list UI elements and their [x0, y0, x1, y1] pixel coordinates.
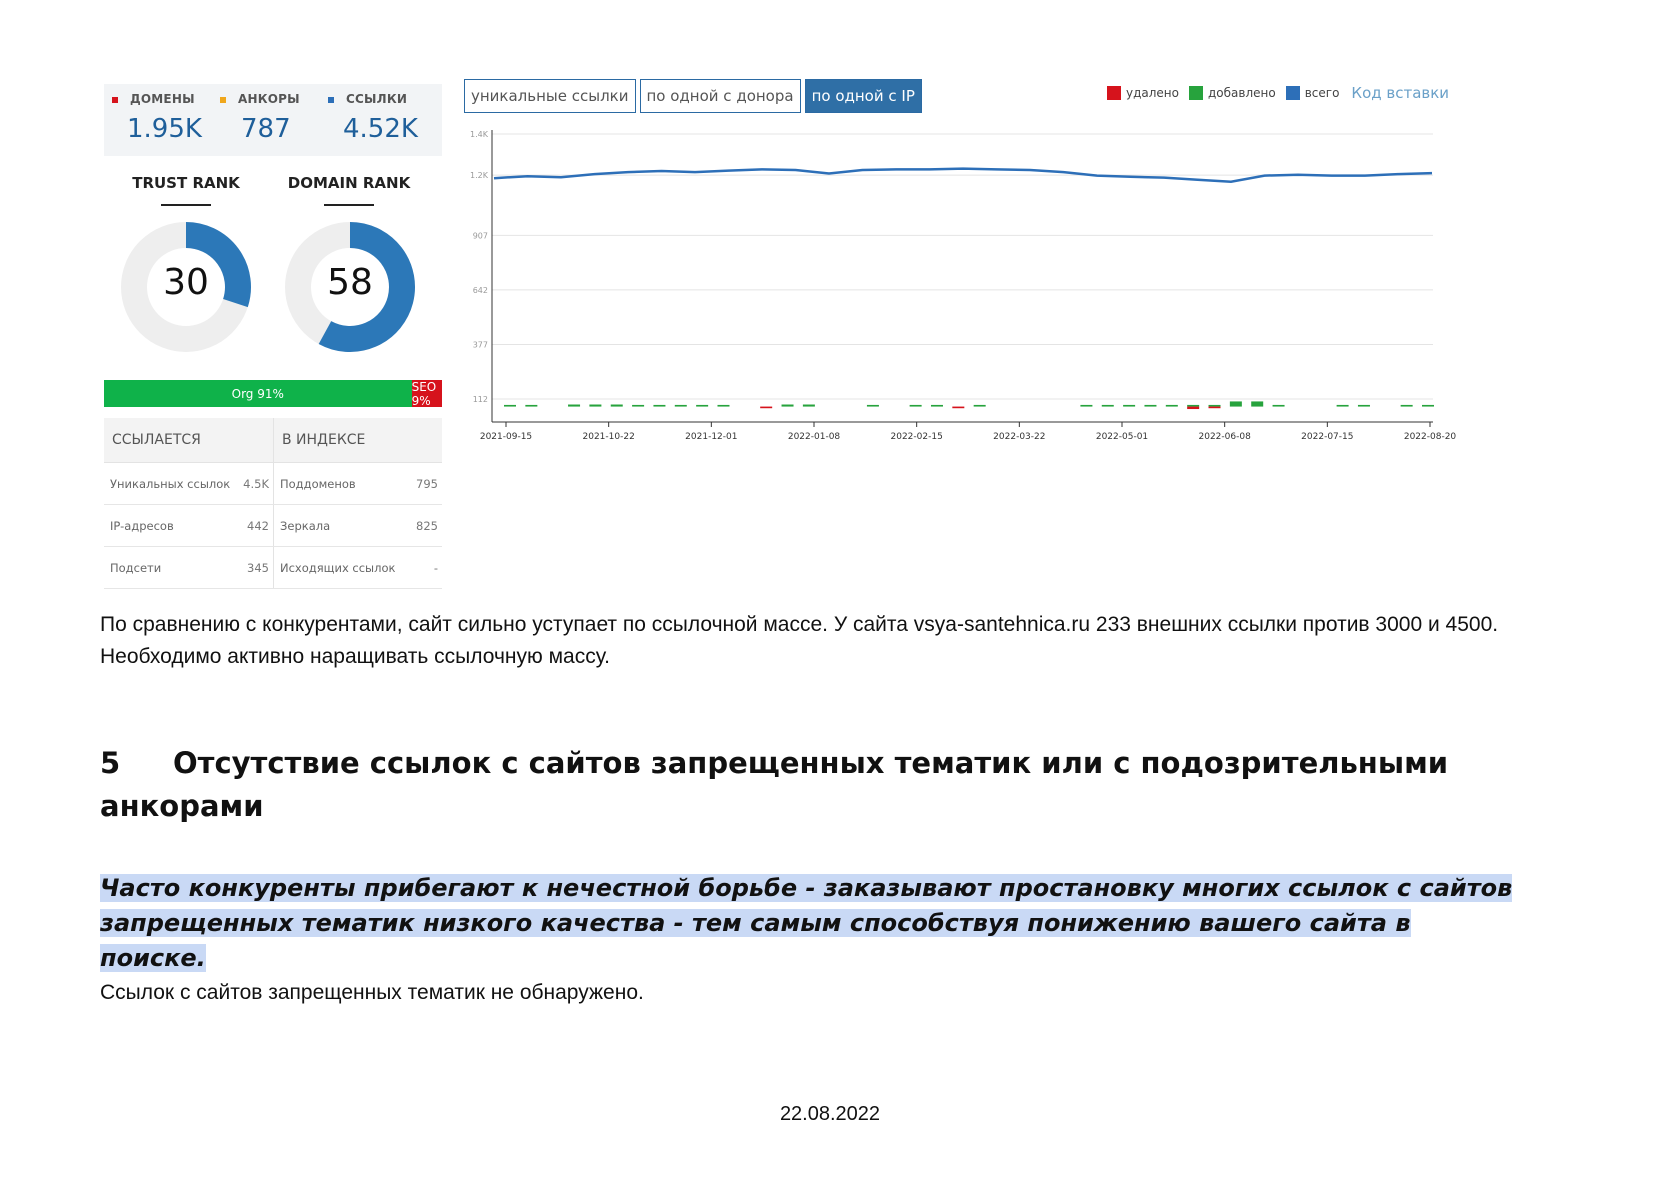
added-bar: [568, 405, 580, 407]
added-bar: [611, 405, 623, 407]
tab-one-per-ip[interactable]: по одной с IP: [805, 79, 922, 113]
added-bar: [974, 405, 986, 407]
domain-rank-rule: [324, 204, 374, 206]
stat-anchors-value: 787: [241, 114, 291, 144]
domains-dot-icon: [112, 97, 118, 103]
added-bar: [1102, 405, 1114, 407]
cell-label: Подсети: [110, 560, 162, 575]
added-bar: [931, 405, 943, 407]
added-bar: [589, 405, 601, 407]
table-row: [104, 463, 442, 505]
stat-links: [328, 92, 418, 144]
paragraph-comparison: По сравнению с конкурентами, сайт сильно уступает по ссылочной массе. У сайта vsya-santehnica.ru 233 внешних ссылки против 3000 и 4500. Необходимо активно наращивать ссылочную массу.: [100, 613, 1499, 668]
added-bar: [1187, 405, 1199, 407]
added-bar: [803, 405, 815, 407]
deleted-bar: [952, 407, 964, 409]
deleted-bar: [760, 407, 772, 409]
added-bar: [782, 405, 794, 407]
x-tick-label: 2022-05-01: [1095, 432, 1149, 442]
trust-rank-value: 30: [163, 262, 209, 303]
y-tick-label: 642: [472, 285, 488, 295]
legend-deleted[interactable]: [1107, 86, 1179, 100]
added-bar: [867, 405, 879, 407]
added-bar: [910, 405, 922, 407]
org-seo-ratio-bar: [104, 380, 442, 407]
trust-rank-gauge: [119, 220, 253, 354]
index-table-header: [104, 418, 442, 463]
stat-anchors-label: АНКОРЫ: [238, 92, 300, 106]
section-title: Отсутствие ссылок с сайтов запрещенных тематик или с подозрительными анкорами: [100, 746, 1449, 823]
cell-label: Уникальных ссылок: [110, 476, 231, 491]
legend-total-label: всего: [1304, 86, 1340, 100]
deleted-swatch-icon: [1107, 86, 1121, 100]
added-bar: [504, 405, 516, 407]
stat-domains: [112, 92, 202, 144]
added-bar: [1422, 405, 1434, 407]
added-bar: [1123, 405, 1135, 407]
stat-links-value: 4.52K: [343, 114, 418, 144]
org-segment: Org 91%: [104, 380, 412, 407]
added-bar: [1144, 405, 1156, 407]
chart-tabs: [464, 79, 922, 113]
added-bar: [1230, 401, 1242, 406]
x-tick-label: 2022-02-15: [890, 432, 943, 442]
added-bar: [696, 405, 708, 407]
highlighted-warning: [100, 871, 1520, 976]
embed-code-link[interactable]: Код вставки: [1351, 84, 1450, 102]
added-bar: [525, 405, 537, 407]
added-bar: [1358, 405, 1370, 407]
stat-domains-label: ДОМЕНЫ: [130, 92, 195, 106]
table-cell: [274, 547, 442, 588]
added-bar: [1166, 405, 1178, 407]
table-cell: [104, 505, 274, 546]
index-table: [104, 418, 442, 589]
added-bar: [1209, 405, 1221, 407]
added-bar: [1337, 405, 1349, 407]
x-tick-label: 2021-10-22: [582, 432, 635, 442]
footer-date: 22.08.2022: [779, 1103, 881, 1125]
domain-rank-value: 58: [327, 262, 373, 303]
cell-label: Поддоменов: [280, 476, 356, 491]
cell-value: 825: [416, 518, 438, 533]
header-links-to: ССЫЛАЕТСЯ: [104, 418, 274, 462]
seo-segment: SEO 9%: [412, 380, 442, 407]
added-bar: [717, 405, 729, 407]
stat-anchors: [220, 92, 300, 144]
y-tick-label: 907: [472, 231, 488, 241]
added-bar: [1251, 401, 1263, 406]
cell-label: Зеркала: [280, 518, 331, 533]
cell-value: 345: [247, 560, 269, 575]
cell-label: IP-адресов: [110, 518, 174, 533]
chart-legend: [1107, 84, 1449, 102]
legend-added-label: добавлено: [1208, 86, 1276, 100]
table-row: [104, 505, 442, 547]
x-tick-label: 2022-03-22: [993, 432, 1046, 442]
x-tick-label: 2021-12-01: [685, 432, 738, 442]
added-bar: [653, 405, 665, 407]
x-tick-label: 2022-01-08: [787, 432, 841, 442]
added-bar: [1401, 405, 1413, 407]
legend-total[interactable]: [1286, 86, 1340, 100]
cell-value: 795: [416, 476, 438, 491]
deleted-bar: [1209, 407, 1221, 409]
y-tick-label: 112: [472, 394, 488, 404]
added-bar: [1273, 405, 1285, 407]
table-cell: [274, 463, 442, 504]
legend-deleted-label: удалено: [1126, 86, 1179, 100]
added-bar: [675, 405, 687, 407]
section-number: 5: [100, 746, 121, 780]
tab-one-per-donor[interactable]: по одной с донора: [640, 79, 801, 113]
y-tick-label: 377: [472, 340, 488, 350]
trust-rank-title: TRUST RANK: [132, 174, 240, 192]
y-tick-label: 1.2K: [470, 171, 488, 181]
y-tick-label: 1.4K: [470, 130, 488, 139]
table-cell: [274, 505, 442, 546]
links-dot-icon: [328, 97, 334, 103]
x-tick-label: 2022-07-15: [1301, 432, 1354, 442]
cell-value: -: [433, 560, 438, 575]
added-bar: [632, 405, 644, 407]
table-row: [104, 547, 442, 589]
added-bar: [1080, 405, 1092, 407]
cell-value: 4.5K: [243, 476, 269, 491]
section-heading: [100, 742, 1520, 828]
domain-rank-gauge: [283, 220, 417, 354]
deleted-bar: [1187, 407, 1199, 409]
x-tick-label: 2022-08-20: [1403, 432, 1457, 442]
paragraph-result: Ссылок с сайтов запрещенных тематик не обнаружено.: [100, 981, 644, 1004]
legend-added[interactable]: [1189, 86, 1276, 100]
table-cell: [104, 463, 274, 504]
backlinks-chart: [470, 120, 1480, 450]
table-cell: [104, 547, 274, 588]
header-in-index: В ИНДЕКСЕ: [282, 432, 366, 448]
anchors-dot-icon: [220, 97, 226, 103]
cell-value: 442: [247, 518, 269, 533]
link-stats-panel: [104, 84, 442, 156]
tab-unique-links[interactable]: уникальные ссылки: [464, 79, 636, 113]
x-tick-label: 2022-06-08: [1198, 432, 1251, 442]
domain-rank-title: DOMAIN RANK: [287, 174, 411, 192]
stat-links-label: ССЫЛКИ: [346, 92, 408, 106]
cell-label: Исходящих ссылок: [280, 560, 396, 575]
highlighted-warning-text: Часто конкуренты прибегают к нечестной борьбе - заказывают простановку многих ссылок с сайтов запрещенных тематик низкого качества - тем самым способствуя понижению вашего сайта в поиске.: [100, 874, 1513, 972]
trust-rank-rule: [161, 204, 211, 206]
added-swatch-icon: [1189, 86, 1203, 100]
stat-domains-value: 1.95K: [127, 114, 202, 144]
total-swatch-icon: [1286, 86, 1300, 100]
x-tick-label: 2021-09-15: [479, 432, 533, 442]
